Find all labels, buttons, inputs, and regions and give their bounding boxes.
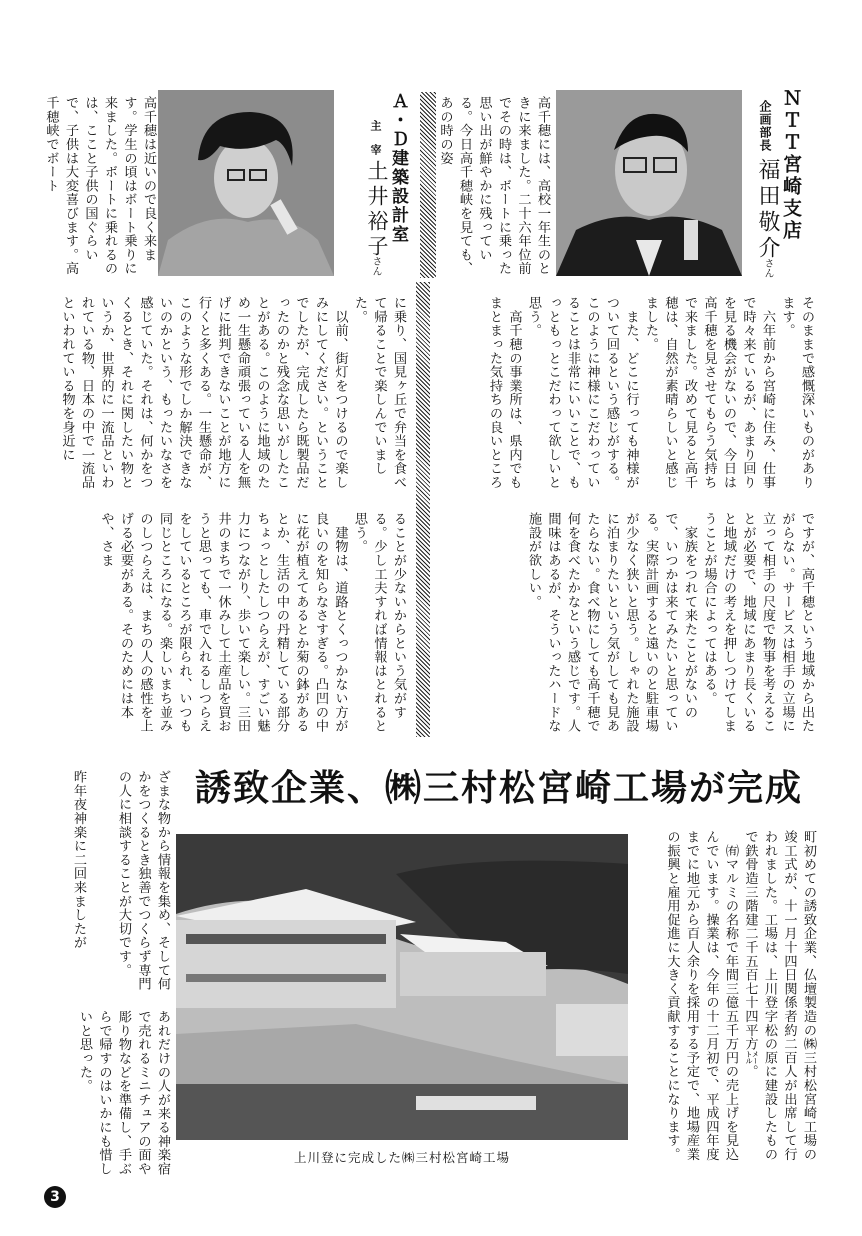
fukuda-closing-text-1: 昨年夜神楽に二回来ましたが [71,770,86,950]
article-headline: 誘致企業、㈱三村松宮崎工場が完成 [195,768,804,809]
fukuda-text-2: そのままで感慨深いものがあります。 六年前から宮崎に住み、仕事で時々来ているが、あまり回りを見る機会がないので、今日は高千穂を見させてもらう気持ちで来ました。改めて見ると高千穂は、自然が素晴らしいと感じました。 また、どこに行っても神様がついて回るという感じがする。このように神様にこだわっていることは非常にいいことで、もっともっとこだわって欲しいと思う。 高千穂の事業所は、県内でもまとまった気持ちの良いところ [487,296,814,490]
decorative-divider [420,92,436,278]
doi-text-2: に乗り、国見ヶ丘で弁当を食べて帰ることで楽しんでいました。 以前、街灯をつけるので楽しみにしてください。ということでしたが、完成したら既製品だったのかと残念な思いがしたことがある。このように地域のため一生懸命頑張っている人を無げに批判できないことが地方に行くと多くある。一生懸命が、このような形でしか解決できないのかという、もったいなさを感じていた。それは、何かをつくるとき、それに関したい物というか、世界的に一流品といわれている物、日本の中で一流品といわれている物を身近に [59,296,406,490]
doi-name: 土井裕子 [365,160,389,260]
factory-article-text: 町初めての誘致企業、仏壇製造の㈱三村松宮崎工場の竣工式が、十一月十四日関係者約二百人が出席して行われました。工場は、上川登字松の原に建設したもので鉄骨造三階建二千五百七十四平方㍍。 ㈲マルミの名称で年間三億五千万円の売上げを見込んでいます。操業は、今年の十二月初で、平成四年度までに地元から百人余りを採用する予定で、地場産業の振興と雇用促進に大きく貢献することになります。 [664,830,816,1162]
doi-text-3: ることが少ないからという気がする。少し工夫すれば情報はとれると思う。 建物は、道路とくっつかない方が良いのを知らなさすぎる。凸凹の中に花が植えてあるとか菊の鉢があるとか、生活の中の丹精している部分ちょっとしたしつらえが、すごい魅力につながり、歩いて楽しい。三田井のまちで一休みして土産品を買おうと思っても、車で入れるしつらえをしているところが限られ、いつも同じところになる。楽しいまち並みのしつらえは、まちの人の感性を上げる必要がある。そのためには本や、さま [98,512,406,733]
fukuda-portrait-photo [556,90,742,276]
page-number [44,1186,66,1208]
photo-caption: 上川登に完成した㈱三村松宮崎工場 [293,1150,510,1165]
fukuda-closing-text-2: あれだけの人が来る神楽宿で売れるミニチュアの面や彫り物などを準備し、手ぶらで帰すのはいかにも惜しいと思った。 [77,1010,170,1176]
fukuda-honorific: さん [762,258,773,278]
fukuda-name: 福田敬介 [755,158,780,262]
fukuda-text-3: ですが、高千穂という地域から出たがらない。サービスは相手の立場に立って相手の尺度で物事を考えることが必要で、地域にあまり長くいると地域だけの考えを押しつけてしまうことが場合によってはある。 家族をつれて来たことがないので、いつかは来てみたいと思っている。実際計画すると遠いのと駐車場が少なく狭いと思う。しゃれた施設に泊まりたいという気がしても見あたらない。食べ物にしても高千穂で何を食べたかなという感じです。人間味はあるが、そういったハードな施設が欲しい。 [526,512,814,733]
column-divider [416,282,430,737]
doi-role: 主 宰 [369,120,382,156]
doi-honorific: さん [370,256,381,276]
factory-photo [176,834,628,1140]
doi-org: Ａ・Ｄ建築設計室 [388,92,408,244]
fukuda-role: 企画部長 [758,100,772,152]
doi-portrait-photo [158,90,334,276]
fukuda-org: ＮＴＴ宮崎支店 [780,88,802,242]
doi-intro-text: 高千穂は近いので良く来ます。学生の頃はボート乗りに来ました。ボートに乗れるのは、ここと子供の国ぐらいで、子供は大変喜びます。高千穂峡でボート [43,96,156,276]
fukuda-intro-text: 高千穂には、高校一年生のときに来ました。二十六年位前でその時は、ボートに乗った思い出が鮮やかに残っている。今日高千穂峡を見ても、あの時の姿 [437,96,550,276]
page-number-value: 3 [50,1189,60,1205]
doi-closing-text: ざまな物から情報を集め、そして何かをつくるとき独善でつくらず専門の人に相談することが大切です。 [116,770,170,991]
